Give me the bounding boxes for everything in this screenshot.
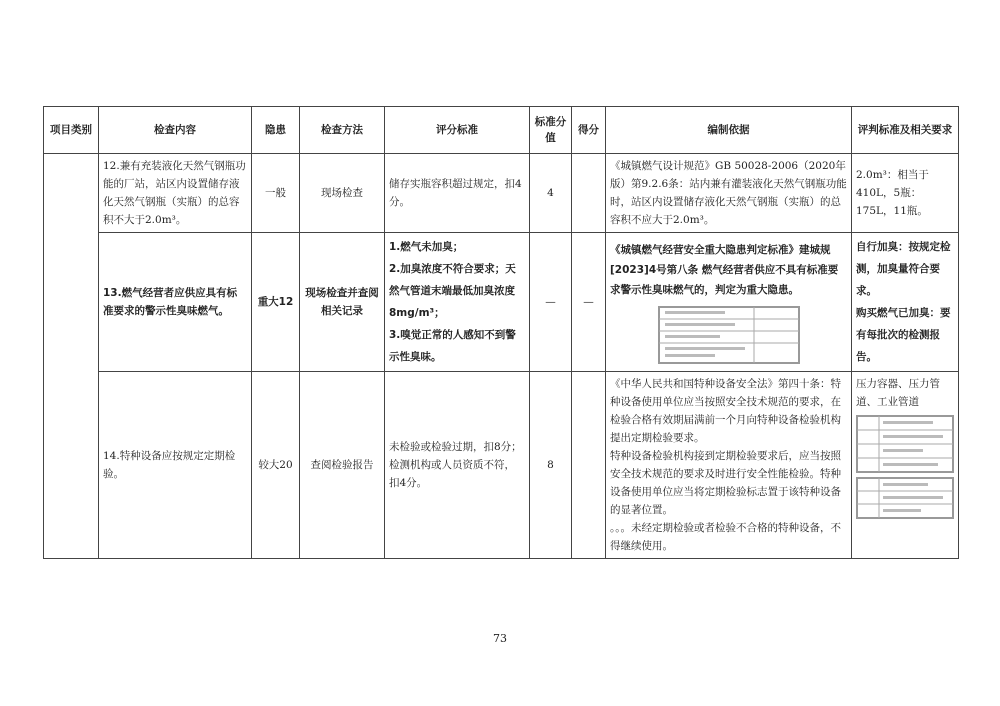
table-row (44, 154, 959, 233)
judge-line: 购买燃气已加臭：要有每批次的检测报告。 (856, 307, 951, 363)
got-cell: — (572, 233, 606, 372)
header-criteria: 评分标准 (385, 107, 530, 154)
criteria-line: 3.嗅觉正常的人感知不到警示性臭味。 (389, 329, 516, 363)
criteria-cell (385, 233, 530, 372)
score-cell: 4 (530, 154, 572, 233)
criteria-cell: 未检验或检验过期，扣8分；检测机构或人员资质不符，扣4分。 (385, 372, 530, 559)
content-cell: 14.特种设备应按规定定期检验。 (99, 372, 252, 559)
header-hazard: 隐患 (252, 107, 300, 154)
score-cell: — (530, 233, 572, 372)
page-number: 73 (493, 632, 507, 645)
basis-cell (606, 372, 852, 559)
got-cell (572, 154, 606, 233)
inspection-form-image (856, 415, 954, 473)
content-cell: 12.兼有充装液化天然气钢瓶功能的厂站，站区内设置储存液化天然气钢瓶（实瓶）的总容积不大于2.0m³。 (99, 154, 252, 233)
table-row (44, 372, 959, 559)
judge-line: 自行加臭：按规定检测，加臭量符合要求。 (856, 241, 951, 297)
hazard-cell: 重大12 (252, 233, 300, 372)
basis-line: 特种设备检验机构接到定期检验要求后，应当按照安全技术规范的要求及时进行安全性能检验。特种设备使用单位应当将定期检验标志置于该特种设备的显著位置。 (610, 450, 841, 516)
inspection-table (43, 106, 959, 559)
score-cell: 8 (530, 372, 572, 559)
odor-standard-table-image (658, 306, 800, 364)
judge-cell (852, 233, 959, 372)
criteria-line: 2.加臭浓度不符合要求；天然气管道末端最低加臭浓度8mg/m³； (389, 263, 516, 319)
judge-cell (852, 372, 959, 559)
header-method: 检查方法 (300, 107, 385, 154)
method-cell: 查阅检验报告 (300, 372, 385, 559)
header-row (44, 107, 959, 154)
header-content: 检查内容 (99, 107, 252, 154)
method-cell: 现场检查 (300, 154, 385, 233)
category-cell (44, 154, 99, 559)
basis-text: 《城镇燃气经营安全重大隐患判定标准》建城规[2023]4号第八条 燃气经营者供应不具有标准要求警示性臭味燃气的，判定为重大隐患。 (610, 244, 839, 296)
hazard-cell: 一般 (252, 154, 300, 233)
criteria-line: 1.燃气未加臭； (389, 241, 464, 253)
hazard-cell: 较大20 (252, 372, 300, 559)
header-judge: 评判标准及相关要求 (852, 107, 959, 154)
inspection-form-image-2 (856, 477, 954, 519)
judge-cell: 2.0m³：相当于410L，5瓶：175L，11瓶。 (852, 154, 959, 233)
got-cell (572, 372, 606, 559)
header-got: 得分 (572, 107, 606, 154)
basis-line: 。。。未经定期检验或者检验不合格的特种设备，不得继续使用。 (610, 522, 841, 552)
criteria-cell: 储存实瓶容积超过规定，扣4分。 (385, 154, 530, 233)
content-cell: 13.燃气经营者应供应具有标准要求的警示性臭味燃气。 (99, 233, 252, 372)
basis-cell (606, 233, 852, 372)
header-score: 标准分值 (530, 107, 572, 154)
judge-text: 压力容器、压力管道、工业管道 (856, 378, 940, 408)
table-row (44, 233, 959, 372)
header-basis: 编制依据 (606, 107, 852, 154)
method-cell: 现场检查并查阅相关记录 (300, 233, 385, 372)
header-category: 项目类别 (44, 107, 99, 154)
basis-line: 《中华人民共和国特种设备安全法》第四十条：特种设备使用单位应当按照安全技术规范的要求，在检验合格有效期届满前一个月向特种设备检验机构提出定期检验要求。 (610, 378, 841, 444)
basis-cell: 《城镇燃气设计规范》GB 50028-2006（2020年版）第9.2.6条：站内兼有灌装液化天然气钢瓶功能时，站区内设置储存液化天然气钢瓶（实瓶）的总容积不应大于2.0m³。 (606, 154, 852, 233)
